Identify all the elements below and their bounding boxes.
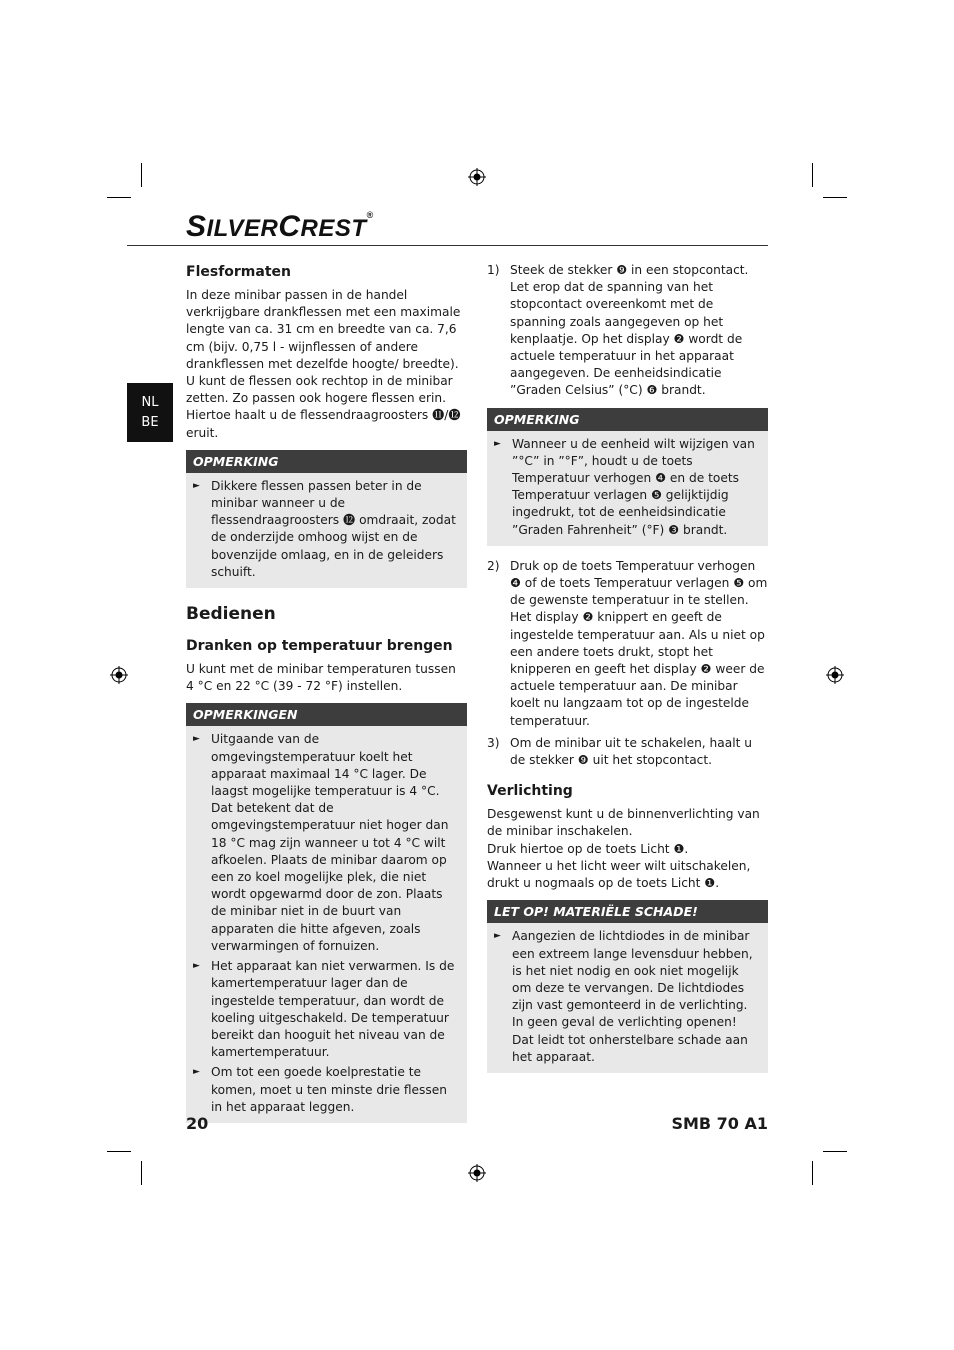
crop-mark — [141, 163, 142, 187]
paragraph: Wanneer u het licht weer wilt uitschakelen, drukt u nogmaals op de toets Licht ❶. — [487, 858, 751, 891]
paragraph: Druk hiertoe op de toets Licht ❶. — [487, 841, 689, 856]
right-column — [487, 262, 768, 1085]
left-column — [186, 262, 467, 1135]
paragraph: U kunt met de minibar temperaturen tussen 4 °C en 22 °C (39 - 72 °F) instellen. — [186, 662, 456, 694]
note-heading: OPMERKING — [186, 450, 467, 473]
page-number: 20 — [186, 1114, 209, 1133]
crop-mark — [812, 163, 813, 187]
registration-mark-icon — [468, 1164, 486, 1182]
arrow-right-icon: ► — [193, 734, 200, 745]
step-number: 2) — [487, 558, 500, 573]
crop-mark — [141, 1161, 142, 1185]
note-box — [186, 450, 467, 588]
arrow-right-icon: ► — [193, 480, 200, 491]
note-item: ► Uitgaande van de omgevingstemperatuur koelt het apparaat maximaal 14 °C lager. De laagst mogelijke temperatuur is 4 °C. Dat betekent dat de omgevingstemperatuur niet hoger dan 18 °C mag zijn wanneer u tot 4 °C wilt afkoelen. Plaats de minibar daarom op een zo koel mogelijke plek, die niet wordt opgewarmd door de zon. Plaats de minibar niet in de buurt van apparaten die hitte afgeven, zoals verwarmingen of fornuizen. — [193, 732, 449, 953]
crop-mark — [823, 1151, 847, 1152]
note-item: ► Om tot een goede koelprestatie te komen, moet u ten minste drie flessen in het apparaat leggen. — [193, 1065, 447, 1114]
crop-mark — [107, 1151, 131, 1152]
note-item: ► Wanneer u de eenheid wilt wijzigen van ”°C” in ”°F”, houdt u de toets Temperatuur verhogen ❹ en de toets Temperatuur verlagen ❺ gelijktijdig ingedrukt, tot de eenheidsindicatie ”Graden Fahrenheit” (°F) ❸ brandt. — [494, 436, 755, 537]
crop-mark — [812, 1161, 813, 1185]
step-item: 3) Om de minibar uit te schakelen, haalt u de stekker ❾ uit het stopcontact. — [487, 735, 752, 768]
note-heading: OPMERKING — [487, 408, 768, 431]
registration-mark-icon — [110, 666, 128, 684]
note-box — [487, 408, 768, 546]
arrow-right-icon: ► — [193, 961, 200, 972]
crop-mark — [107, 197, 131, 198]
chapter-heading: Bedienen — [186, 604, 276, 625]
step-number: 3) — [487, 735, 500, 750]
paragraph: In deze minibar passen in de handel verkrijgbare drankflessen met een maximale lengte van ca. 31 cm en breedte van ca. 7,6 cm (bijv. 0,75 l - wijnflessen of andere drankflessen met dezelfde hoogte/ breedte). — [186, 288, 461, 371]
language-code: NL — [141, 395, 159, 410]
note-box — [186, 703, 467, 1122]
section-heading: Verlichting — [487, 783, 573, 800]
registration-mark-icon — [468, 168, 486, 186]
section-heading: Flesformaten — [186, 264, 291, 280]
step-item: 2) Druk op de toets Temperatuur verhogen ❹ of de toets Temperatuur verlagen ❺ om de gewenste temperatuur in te stellen. Het display ❷ knippert en geeft de ingestelde temperatuur aan. Als u niet op een andere toets drukt, stopt het knipperen en geeft het display ❷ weer de actuele temperatuur aan. De minibar koelt nu langzaam tot op de ingestelde temperatuur. — [487, 558, 768, 728]
note-item: ► Aangezien de lichtdiodes in de minibar een extreem lange levensduur hebben, is het niet nodig en ook niet mogelijk om deze te vervangen. De lichtdiodes zijn vast gemonteerd in de verlichting. In geen geval de verlichting openen! Dat leidt tot onherstelbare schade aan het apparaat. — [494, 929, 753, 1064]
language-code: BE — [141, 415, 159, 430]
note-item: ► Het apparaat kan niet verwarmen. Is de kamertemperatuur lager dan de ingestelde temperatuur, dan wordt de koeling uitgeschakeld. De temperatuur bereikt dan hooguit het niveau van de kamertemperatuur. — [193, 959, 455, 1060]
warning-heading: LET OP! MATERIËLE SCHADE! — [487, 900, 768, 923]
arrow-right-icon: ► — [193, 1067, 200, 1078]
model-name: SMB 70 A1 — [671, 1114, 768, 1133]
note-heading: OPMERKINGEN — [186, 703, 467, 726]
registration-mark-icon — [826, 666, 844, 684]
paragraph: U kunt de flessen ook rechtop in de minibar zetten. Zo passen ook hogere flessen erin. Hiertoe haalt u de flessendraagroosters ⓫/⓬ eruit. — [186, 374, 461, 440]
paragraph: Desgewenst kunt u de binnenverlichting van de minibar inschakelen. — [487, 807, 760, 839]
note-item: ► Dikkere flessen passen beter in de minibar wanneer u de flessendraagroosters ⓬ omdraait, zodat de onderzijde omhoog wijst en de bovenzijde omlaag, en in de geleiders schuift. — [193, 478, 456, 579]
crop-mark — [823, 197, 847, 198]
section-heading: Dranken op temperatuur brengen — [186, 638, 453, 655]
header-rule — [127, 245, 768, 246]
warning-box — [487, 900, 768, 1073]
arrow-right-icon: ► — [494, 931, 501, 942]
arrow-right-icon: ► — [494, 438, 501, 449]
brand-logo: SILVERCREST® — [186, 210, 374, 243]
step-number: 1) — [487, 263, 500, 277]
language-tab — [127, 383, 173, 442]
step-item: 1) Steek de stekker ❾ in een stopcontact. Let erop dat de spanning van het stopcontact overeenkomt met de spanning zoals aangegeven op het kenplaatje. Op het display ❷ wordt de actuele temperatuur in het apparaat aangegeven. De eenheidsindicatie ”Graden Celsius” (°C) ❻ brandt. — [487, 263, 749, 398]
